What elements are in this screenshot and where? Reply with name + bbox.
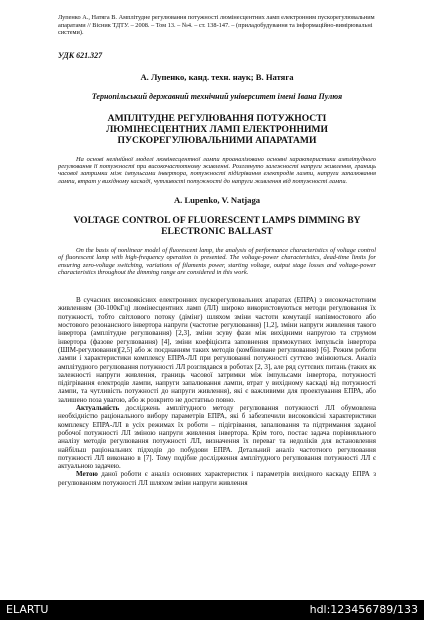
title-en: VOLTAGE CONTROL OF FLUORESCENT LAMPS DIMMING BY ELECTRONIC BALLAST [73,214,361,237]
abstract-en: On the basis of nonlinear model of fluorescent lamp, the analysis of performance characteristics of voltage control of fluorescent lamp with high-frequency operation is presented. The voltage-power characteristics, dead-time limits for ensuring zero-voltage switching, variations of filaments power, starting voltage, output stage losses and voltage-power characteristics throughout the dimming range are considered in this work. [58,246,376,276]
paragraph-intro: В сучасних високоякісних електронних пускорегулювальних апаратах (ЕПРА) з високочастотним живленням (30-100кГц) люмінесцентних ламп (ЛЛ) широко використовуються методи регулювання їх потужності, тобто світлового потоку (дімінг) шляхом зміни частоти комутації напівмостового або мостового резонансного інвертора напруги (частотне регулювання) [1,2], зміни напруги живлення такого інвертора (амплітудне регулювання) [2,3], зміни зсуву фази між вихідними напругою та струмом інвертора (фазове регулювання) [4], зміни коефіцієнта заповнення прямокутних імпульсів інвертора (ШІМ-регулювання)[2,5] або ж поєднанням таких методів (комбіноване регулювання) [6]. Режим роботи лампи і характеристики комплексу ЕПРА-ЛЛ при регулюванні потужності суттєво змінюються. Аналіз амплітудного регулювання потужності ЛЛ розглядався в роботах [2, 3], але ряд суттєвих питань (таких як залежності напруги живлення, границь часової затримки між імпульсами інвертора, потужності підігрівання електродів лампи, напруги запалювання лампи, втрат у вихідному каскаді від потужності лампи, та чутливість потужності до напруги живлення), які є важливими для проектування ЕПРА, або залишено поза увагою, або ж розкрито не достатньо повно. [58,296,376,404]
goal-text: даної роботи є аналіз основних характеристик і параметрів вихідного каскаду ЕПРА з регулюванням потужності ЛЛ шляхом зміни напруги живлення [58,470,376,487]
relevance-text: досліджень амплітудного методу регулювання потужності ЛЛ обумовлена необхідністю раціонального вибору параметрів ЕПРА, які б забезпечили високоякісні характеристики комплексу ЕПРА-ЛЛ в усіх режимах їх роботи – підігрівання, запалювання та підтримання заданої робочої потужності ЛЛ зміною напруги живлення інвертора. Крім того, постає задача порівняльного аналізу методів регулювання потужності ЛЛ, визначення їх переваг та недоліків для встановлення найбільш раціональних підходів до побудови ЕПРА. Детальний аналіз частотного регулювання потужності ЛЛ виконано в [7]. Тому подібне дослідження амплітудного регулювання потужності ЛЛ є актуальною задачею. [58,404,376,471]
footer-repository-name: ELARTU [6,603,49,616]
footer-handle: hdl:123456789/133 [309,603,418,616]
paragraph-goal [58,470,376,487]
body-text [58,296,376,487]
relevance-label: Актуальність [76,404,120,413]
title-uk: АМПЛІТУДНЕ РЕГУЛЮВАННЯ ПОТУЖНОСТІ ЛЮМІНЕСЦЕНТНИХ ЛАМП ЕЛЕКТРОННИМИ ПУСКОРЕГУЛЮВАЛЬНИМИ АПАРАТАМИ [106,112,328,146]
page-content [58,14,376,487]
authors-en: A. Lupenko, V. Natjaga [173,194,261,205]
citation: Лупенко А., Натяга В. Амплітудне регулювання потужності люмінесцентних ламп електронним пускорегулювальним апаратами // Вісник ТДТУ. – 2008. – Том 13. – №4. – ст. 138-147. – (приладобудування та інформаційно-вимірювальні системи). [58,14,375,37]
affiliation: Тернопільський державний технічний університет імені Івана Пулюя [91,91,343,101]
udc-code: УДК 621.327 [58,50,103,60]
footer-bar [0,600,424,620]
abstract-uk: На основі нелінійної моделі люмінесцентної лампи проаналізовано основні характеристики амплітудного регулювання її потужності при високочастотному живленні. Розглянуто залежності напруги живлення, границь часової затримки між імпульсами інвертора, потужності підігрівання електродів лампи, напруги запалювання лампи, втрат у вихідному каскаді, чутливості потужності до напруги живлення від потужності лампи. [58,155,376,185]
paragraph-relevance [58,404,376,470]
goal-label: Метою [76,470,98,479]
authors-uk: А. Лупенко, канд. техн. наук; В. Натяга [140,71,294,82]
